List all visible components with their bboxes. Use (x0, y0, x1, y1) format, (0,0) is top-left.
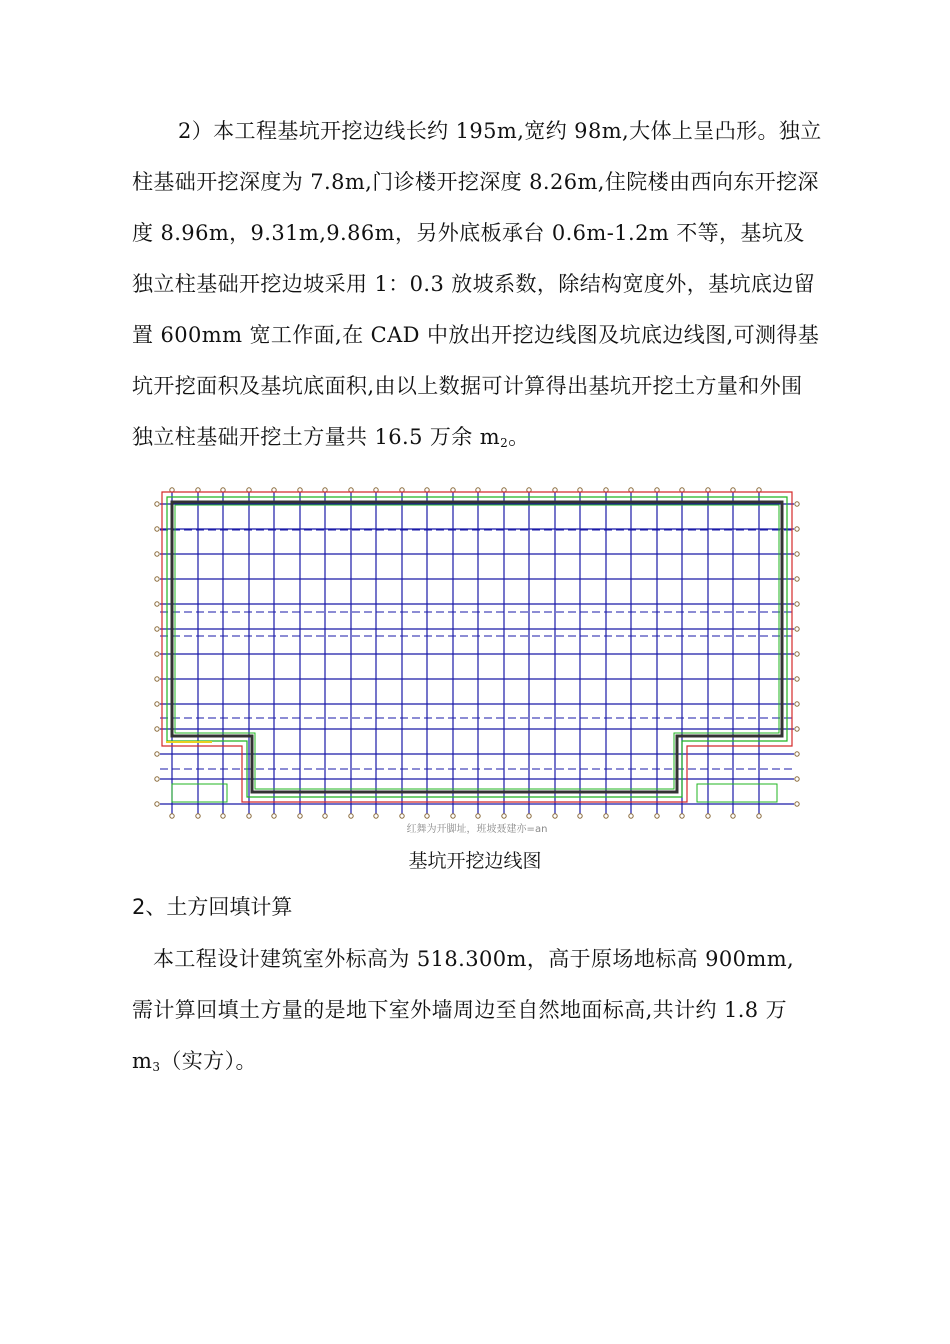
axis-marker (680, 814, 684, 818)
axis-marker (221, 814, 225, 818)
axis-marker (196, 814, 200, 818)
axis-marker (578, 814, 582, 818)
axis-marker (155, 677, 159, 681)
axis-marker (155, 777, 159, 781)
paragraph-excavation (132, 106, 822, 469)
axis-marker (795, 677, 799, 681)
axis-marker (731, 814, 735, 818)
axis-marker (527, 814, 531, 818)
excavation-edge-green (167, 497, 787, 797)
axis-marker (155, 802, 159, 806)
axis-marker (425, 814, 429, 818)
paragraph-backfill (132, 934, 833, 1093)
axis-marker (298, 814, 302, 818)
paragraph-line: 坑开挖面积及基坑底面积,由以上数据可计算得出基坑开挖土方量和外围 (132, 374, 803, 398)
last-line-rest: （实方）。 (160, 1049, 257, 1073)
axis-marker (155, 727, 159, 731)
unit-m: m (479, 425, 501, 449)
axis-marker (247, 814, 251, 818)
axis-marker (400, 814, 404, 818)
axis-marker (795, 702, 799, 706)
axis-marker (795, 727, 799, 731)
axis-marker (272, 814, 276, 818)
corner-notch (172, 784, 227, 802)
axis-marker (155, 502, 159, 506)
axis-marker (155, 527, 159, 531)
axis-marker (155, 577, 159, 581)
axis-marker (553, 814, 557, 818)
axis-marker (170, 814, 174, 818)
axis-marker (323, 814, 327, 818)
axis-marker (795, 752, 799, 756)
axis-marker (604, 814, 608, 818)
paragraph-line: 置 600mm 宽工作面,在 CAD 中放出开挖边线图及坑底边线图,可测得基 (132, 323, 820, 347)
paragraph-line: 度 8.96m，9.31m,9.86m，另外底板承台 0.6m-1.2m 不等，基坑及 (132, 221, 805, 245)
axis-marker (502, 814, 506, 818)
axis-marker (349, 814, 353, 818)
paragraph-last-line (132, 1036, 833, 1093)
axis-marker (155, 627, 159, 631)
unit-exponent: 2 (500, 436, 509, 450)
basement-wall-outline (172, 502, 782, 792)
axis-marker (476, 814, 480, 818)
figure-title: 基坑开挖边线图 (408, 850, 542, 872)
paragraph-line: 柱基础开挖深度为 7.8m,门诊楼开挖深度 8.26m,住院楼由西向东开挖深 (132, 170, 819, 194)
last-line-end: 。 (508, 425, 530, 449)
axis-marker (155, 602, 159, 606)
axis-marker (795, 602, 799, 606)
axis-marker (155, 652, 159, 656)
axis-marker (795, 777, 799, 781)
paragraph-line: 2）本工程基坑开挖边线长约 195m,宽约 98m,大体上呈凸形。独立 (178, 119, 822, 143)
axis-marker (374, 814, 378, 818)
paragraph-line: 本工程设计建筑室外标高为 518.300m，高于原场地标高 900mm, (153, 947, 795, 971)
section-heading: 2、土方回填计算 (132, 895, 293, 919)
axis-marker (451, 814, 455, 818)
axis-marker (155, 552, 159, 556)
axis-marker (795, 627, 799, 631)
paragraph-line: 独立柱基础开挖边坡采用 1：0.3 放坡系数，除结构宽度外，基坑底边留 (132, 272, 816, 296)
axis-marker (706, 814, 710, 818)
paragraph-line: 需计算回填土方量的是地下室外墙周边至自然地面标高,共计约 1.8 万 (132, 998, 788, 1022)
axis-marker (795, 802, 799, 806)
axis-marker (757, 814, 761, 818)
axis-marker (795, 527, 799, 531)
axis-marker (155, 752, 159, 756)
figure-small-caption: 红舞为开脚址，班坡聂建亦=an (406, 824, 548, 835)
axis-marker (629, 814, 633, 818)
excavation-edge-red (162, 492, 792, 802)
axis-marker (795, 552, 799, 556)
axis-marker (795, 502, 799, 506)
unit-m: m (132, 1049, 153, 1073)
excavation-plan-drawing (152, 484, 802, 824)
axis-marker (795, 652, 799, 656)
last-line-text: 独立柱基础开挖土方量共 16.5 万余 (132, 425, 480, 449)
axis-marker (795, 577, 799, 581)
axis-marker (155, 702, 159, 706)
axis-marker (655, 814, 659, 818)
paragraph-last-line (132, 412, 822, 469)
corner-notch (697, 784, 777, 802)
unit-exponent: 3 (152, 1060, 161, 1074)
